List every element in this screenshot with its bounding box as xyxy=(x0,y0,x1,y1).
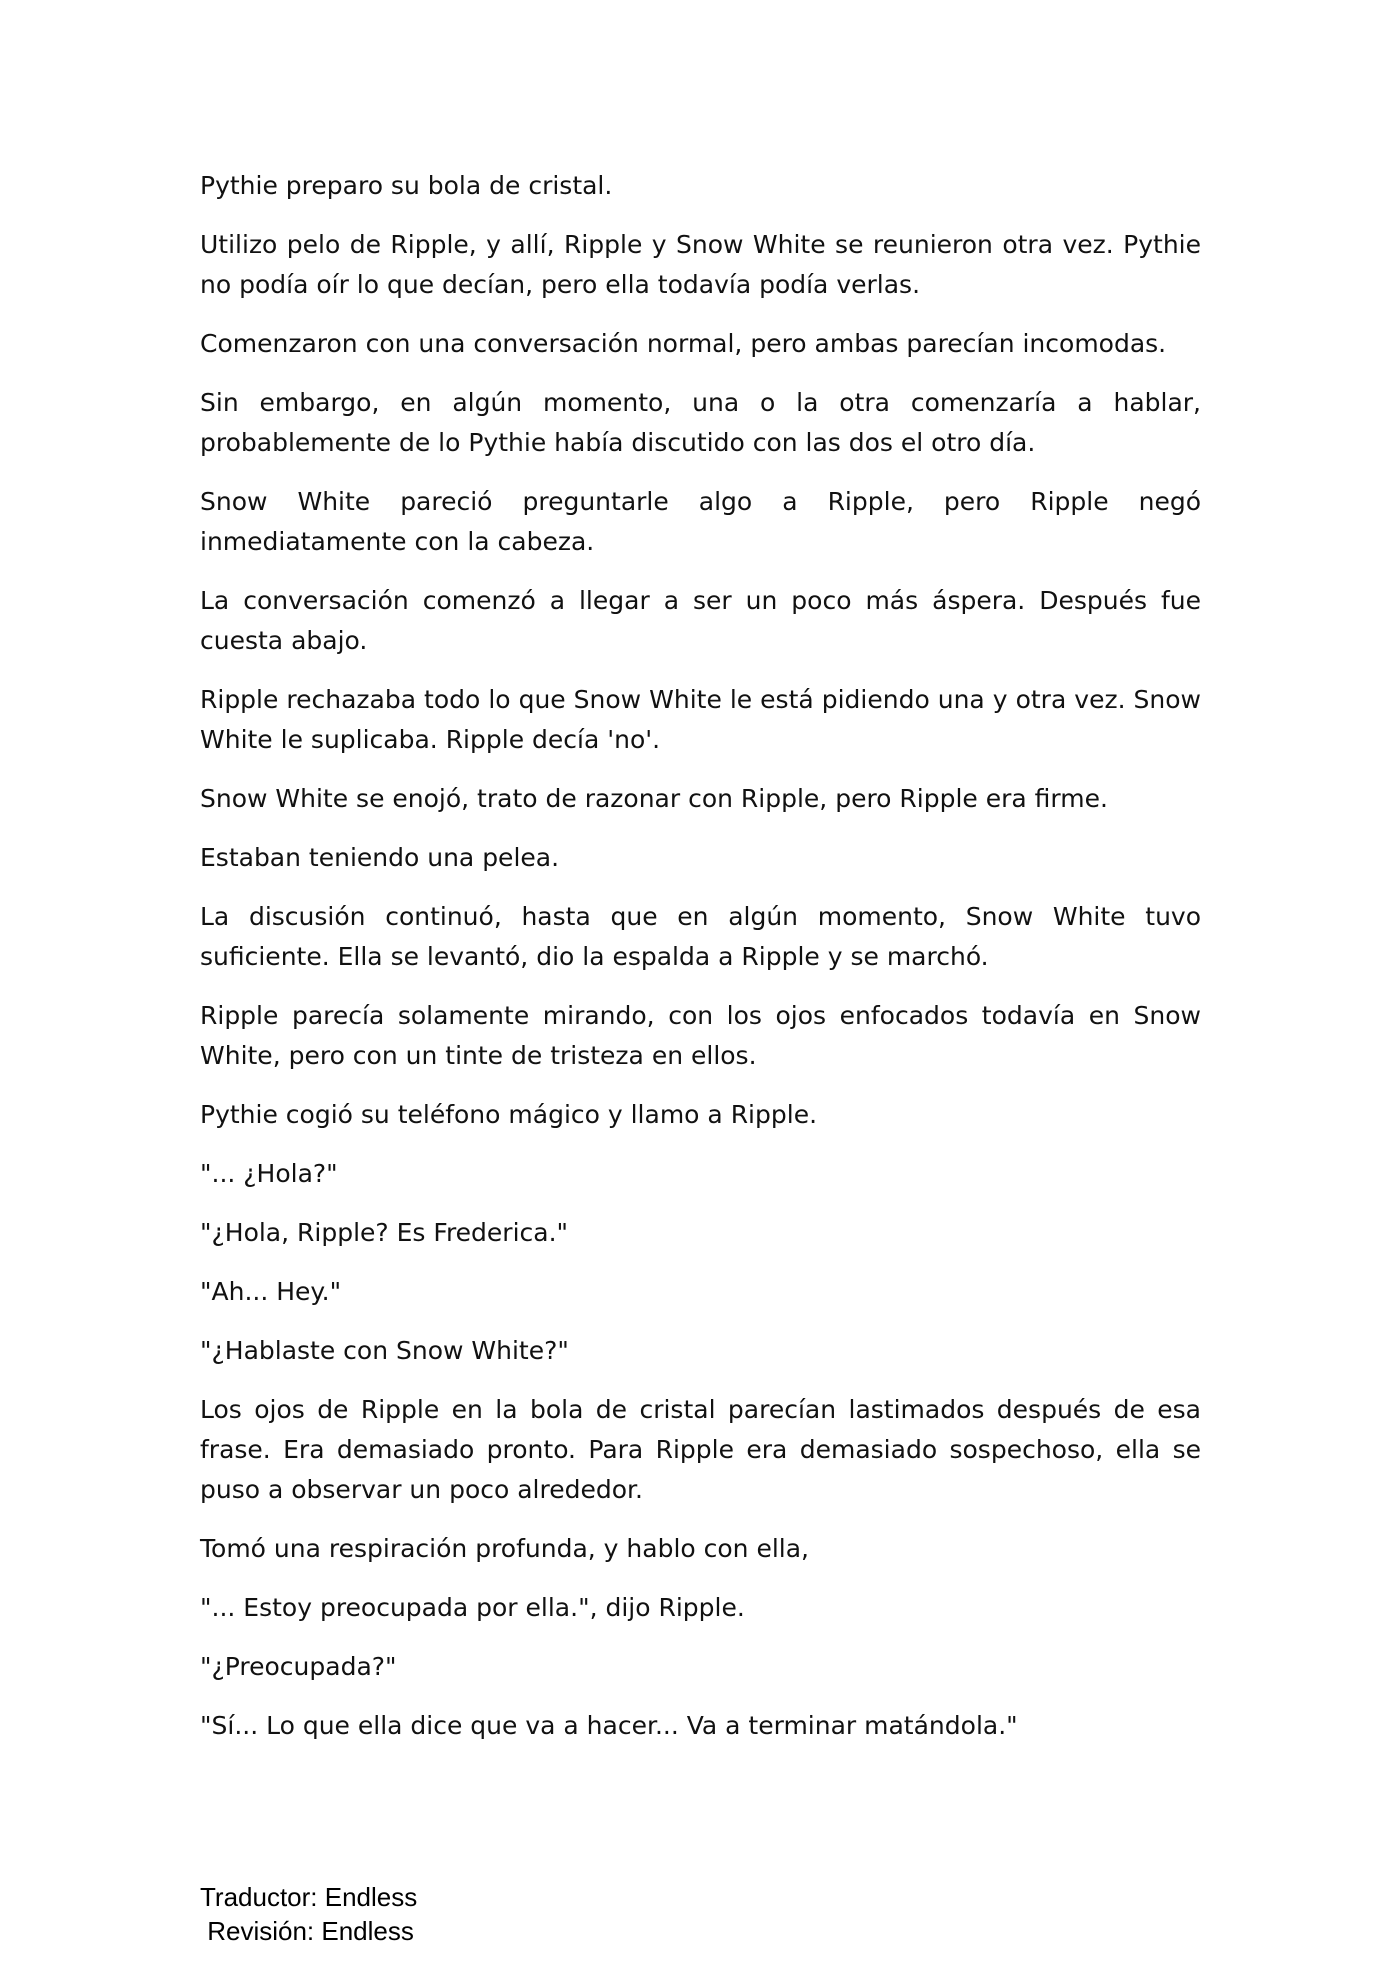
paragraph: Snow White pareció preguntarle algo a Ripple, pero Ripple negó inmediatamente con la cabeza. xyxy=(200,487,1201,556)
dialogue-line: "... ¿Hola?" xyxy=(200,1159,338,1188)
paragraph: La discusión continuó, hasta que en algún momento, Snow White tuvo suficiente. Ella se levantó, dio la espalda a Ripple y se marchó. xyxy=(200,902,1201,971)
credits-footer xyxy=(200,1880,417,1948)
paragraph: Comenzaron con una conversación normal, pero ambas parecían incomodas. xyxy=(200,329,1167,358)
dialogue-line: "... Estoy preocupada por ella.", dijo Ripple. xyxy=(200,1593,745,1622)
paragraph: Estaban teniendo una pelea. xyxy=(200,843,560,872)
paragraph: Los ojos de Ripple en la bola de cristal parecían lastimados después de esa frase. Era demasiado pronto. Para Ripple era demasiado sospechoso, ella se puso a observar un poco alrededor. xyxy=(200,1395,1201,1504)
document-body xyxy=(200,166,1201,1765)
translator-credit: Traductor: Endless xyxy=(200,1882,418,1912)
paragraph: La conversación comenzó a llegar a ser un poco más áspera. Después fue cuesta abajo. xyxy=(200,586,1201,655)
paragraph: Snow White se enojó, trato de razonar con Ripple, pero Ripple era firme. xyxy=(200,784,1108,813)
paragraph: Pythie preparo su bola de cristal. xyxy=(200,171,613,200)
revision-credit: Revisión: Endless xyxy=(200,1916,414,1946)
dialogue-line: "¿Hablaste con Snow White?" xyxy=(200,1336,569,1365)
dialogue-line: "Ah... Hey." xyxy=(200,1277,342,1306)
dialogue-line: "¿Hola, Ripple? Es Frederica." xyxy=(200,1218,569,1247)
dialogue-line: "¿Preocupada?" xyxy=(200,1652,397,1681)
paragraph: Pythie cogió su teléfono mágico y llamo a Ripple. xyxy=(200,1100,818,1129)
paragraph: Ripple rechazaba todo lo que Snow White le está pidiendo una y otra vez. Snow White le suplicaba. Ripple decía 'no'. xyxy=(200,685,1201,754)
paragraph: Sin embargo, en algún momento, una o la otra comenzaría a hablar, probablemente de lo Pythie había discutido con las dos el otro día. xyxy=(200,388,1201,457)
paragraph: Tomó una respiración profunda, y hablo con ella, xyxy=(200,1534,809,1563)
paragraph: Ripple parecía solamente mirando, con los ojos enfocados todavía en Snow White, pero con un tinte de tristeza en ellos. xyxy=(200,1001,1201,1070)
paragraph: Utilizo pelo de Ripple, y allí, Ripple y Snow White se reunieron otra vez. Pythie no podía oír lo que decían, pero ella todavía podía verlas. xyxy=(200,230,1201,299)
dialogue-line: "Sí... Lo que ella dice que va a hacer... Va a terminar matándola." xyxy=(200,1711,1018,1740)
